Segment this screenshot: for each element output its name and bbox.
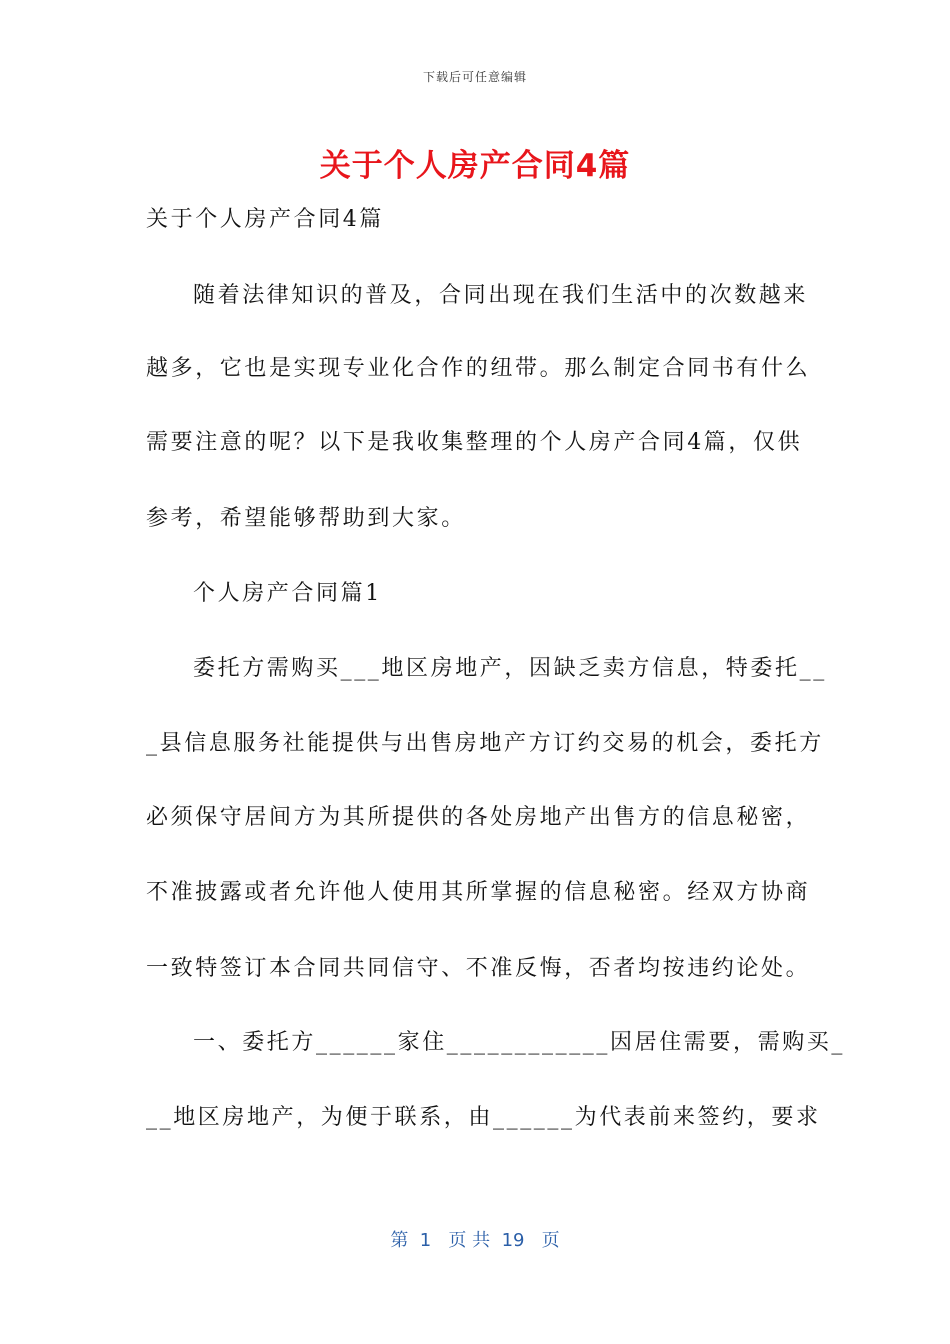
document-title: 关于个人房产合同4篇 (319, 148, 631, 184)
paragraph-line: 一致特签订本合同共同信守、不准反悔，否者均按违约论处。 (146, 956, 811, 981)
paragraph-line: 参考，希望能够帮助到大家。 (146, 506, 466, 531)
paragraph-line: __地区房地产，为便于联系，由______为代表前来签约，要求 (146, 1105, 821, 1130)
paragraph-line: 委托方需购买___地区房地产，因缺乏卖方信息，特委托__ (193, 656, 827, 681)
paragraph-line: 必须保守居间方为其所提供的各处房地产出售方的信息秘密， (146, 805, 811, 830)
paragraph-line: _县信息服务社能提供与出售房地产方订约交易的机会，委托方 (146, 731, 824, 756)
paragraph-line: 不准披露或者允许他人使用其所掌握的信息秘密。经双方协商 (146, 880, 811, 905)
paragraph-line: 需要注意的呢？以下是我收集整理的个人房产合同4篇，仅供 (146, 430, 803, 455)
subtitle-line: 关于个人房产合同4篇 (146, 207, 384, 232)
page-number-footer: 第 1 页 共 19 页 (390, 1230, 560, 1251)
section-heading: 个人房产合同篇1 (193, 581, 382, 606)
paragraph-line: 一、委托方______家住____________因居住需要，需购买_ (193, 1030, 846, 1055)
paragraph-line: 越多，它也是实现专业化合作的纽带。那么制定合同书有什么 (146, 356, 811, 381)
paragraph-line: 随着法律知识的普及，合同出现在我们生活中的次数越来 (193, 283, 809, 308)
header-note: 下载后可任意编辑 (422, 70, 527, 84)
